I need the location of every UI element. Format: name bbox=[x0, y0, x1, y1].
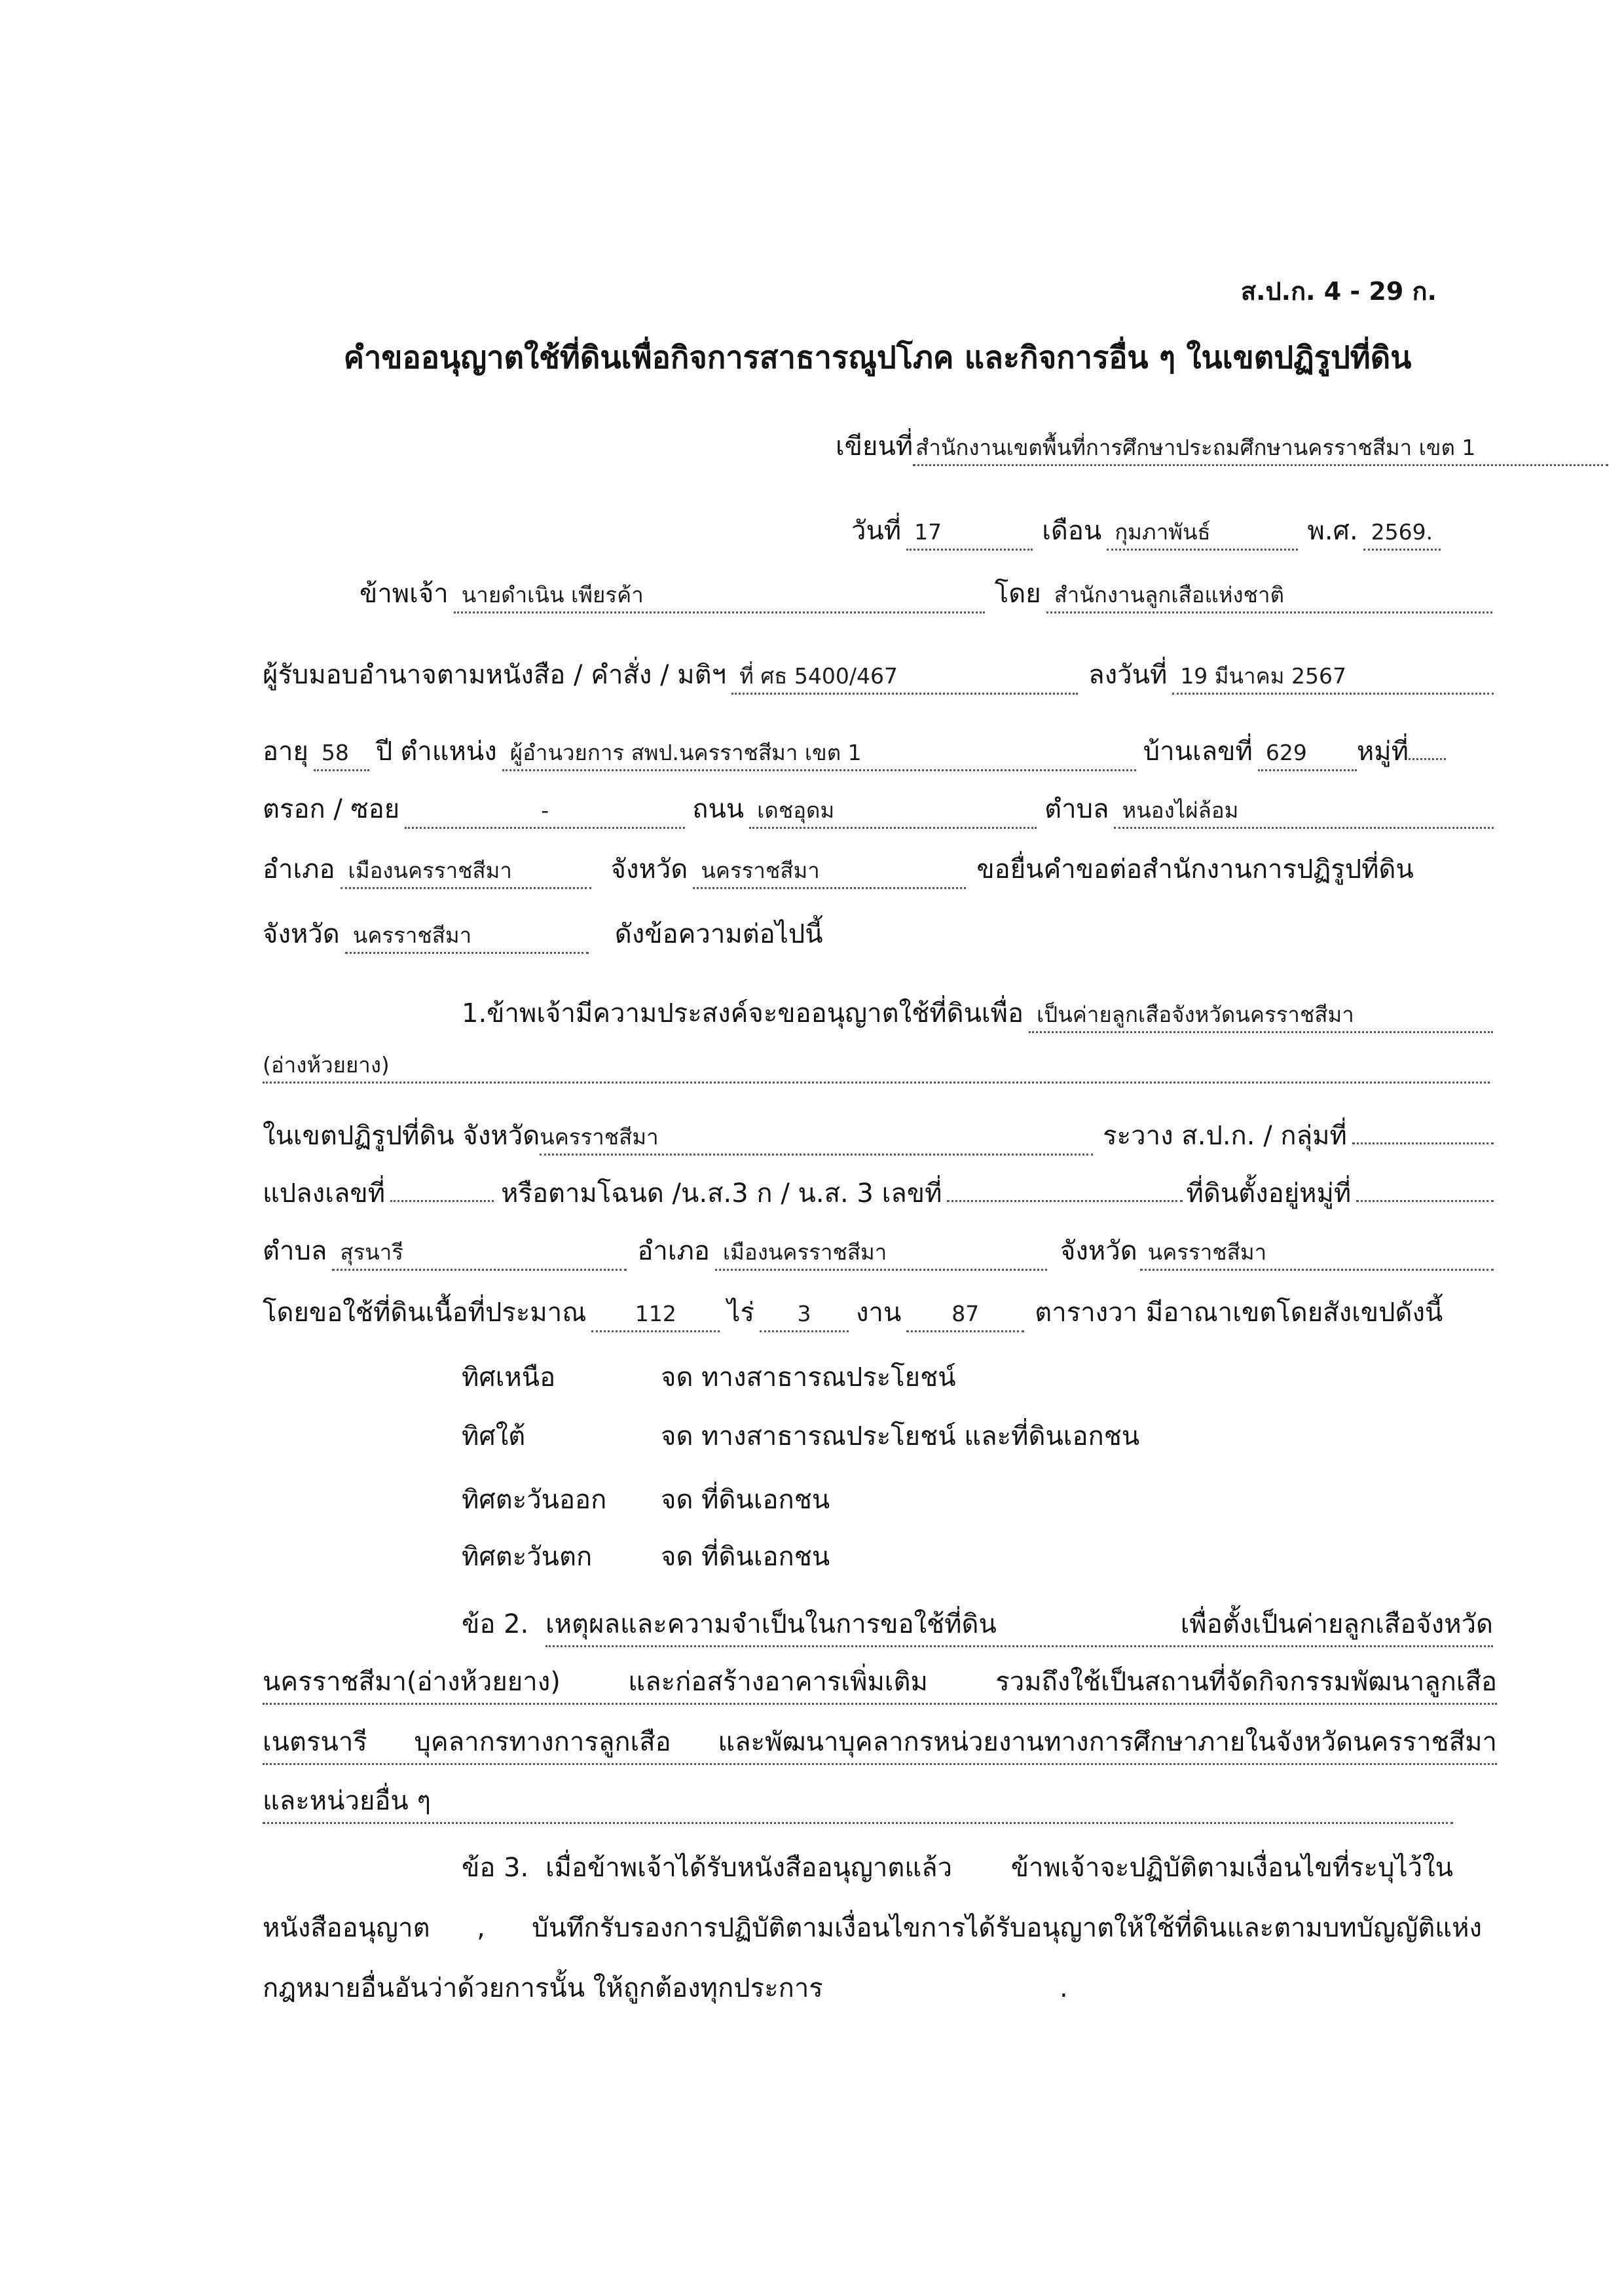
province-label: จังหวัด bbox=[610, 854, 688, 884]
address-row bbox=[263, 788, 1494, 835]
purpose-continued-field: (อ่างห้วยยาง) bbox=[263, 1049, 1490, 1084]
map-sheet-field bbox=[1352, 1142, 1494, 1144]
sq-wa-field: 87 bbox=[906, 1298, 1024, 1332]
age-label: อายุ bbox=[263, 737, 308, 767]
applicant-name-label: ข้าพเจ้า bbox=[360, 579, 449, 609]
land-province-label: จังหวัด bbox=[1060, 1236, 1137, 1266]
item2-line: นครราชสีมา(อ่างห้วยยาง) และก่อสร้างอาคารเพิ่มเติม รวมถึงใช้เป็นสถานที่จัดกิจกรรมพัฒนาลูกเสือ bbox=[263, 1662, 1497, 1705]
item3-label: ข้อ 3. bbox=[462, 1853, 529, 1883]
date-row bbox=[851, 510, 1441, 557]
land-subdistrict-field: สุรนารี bbox=[332, 1236, 627, 1271]
lead-in-text: ดังข้อความต่อไปนี้ bbox=[614, 919, 823, 949]
position-label: ตำแหน่ง bbox=[400, 737, 497, 767]
district-row bbox=[263, 848, 1494, 896]
on-behalf-label: โดย bbox=[994, 579, 1041, 609]
item3-line: กฎหมายอื่นอันว่าด้วยการนั้น ให้ถูกต้องทุกประการ bbox=[263, 1973, 823, 2003]
on-behalf-field: สำนักงานลูกเสือแห่งชาติ bbox=[1046, 579, 1492, 613]
applicant-name-row bbox=[360, 573, 1492, 620]
authority-row bbox=[263, 654, 1494, 701]
rai-label: ไร่ bbox=[727, 1298, 754, 1328]
form-title: คำขออนุญาตใช้ที่ดินเพื่อกิจการสาธารณูปโภค และกิจการอื่น ๆ ในเขตปฏิรูปที่ดิน bbox=[343, 340, 1412, 376]
deed-label: หรือตามโฉนด /น.ส.3 ก / น.ส. 3 เลขที่ bbox=[501, 1178, 942, 1209]
boundary-adjacent: จด ทางสาธารณประโยชน์ และที่ดินเอกชน bbox=[661, 1421, 1140, 1451]
plot-row bbox=[263, 1173, 1494, 1220]
place-row bbox=[836, 426, 1608, 473]
boundary-adjacent: จด ที่ดินเอกชน bbox=[661, 1485, 830, 1515]
years-label: ปี bbox=[375, 737, 393, 767]
item2-line: เนตรนารี บุคลากรทางการลูกเสือ และพัฒนาบุคลากรหน่วยงานทางการศึกษาภายในจังหวัดนครราชสีมา bbox=[263, 1722, 1497, 1765]
boundary-direction: ทิศตะวันตก bbox=[462, 1542, 593, 1572]
form-code: ส.ป.ก. 4 - 29 ก. bbox=[1240, 277, 1437, 306]
year-field: 2569. bbox=[1363, 516, 1441, 551]
land-location-row bbox=[263, 1230, 1494, 1277]
day-label: วันที่ bbox=[851, 516, 902, 546]
position-field: ผู้อำนวยการ สพป.นครราชสีมา เขต 1 bbox=[502, 737, 1136, 771]
plot-no-label: แปลงเลขที่ bbox=[263, 1178, 386, 1209]
age-position-row bbox=[263, 731, 1494, 778]
land-province-field: นครราชสีมา bbox=[1140, 1236, 1494, 1271]
land-moo-field bbox=[1356, 1200, 1494, 1202]
item2-line: และหน่วยอื่น ๆ bbox=[263, 1781, 1453, 1824]
submit-text: ขอยื่นคำขอต่อสำนักงานการปฏิรูปที่ดิน bbox=[976, 854, 1414, 884]
land-area-row bbox=[263, 1292, 1494, 1339]
moo-label: หมู่ที่ bbox=[1356, 737, 1409, 767]
boundary-row bbox=[462, 1357, 1444, 1404]
office-province-row bbox=[263, 913, 1494, 960]
sq-wa-label: ตารางวา มีอาณาเขตโดยสังเขปดังนี้ bbox=[1035, 1298, 1443, 1328]
land-district-field: เมืองนครราชสีมา bbox=[715, 1236, 1047, 1271]
month-field: กุมภาพันธ์ bbox=[1107, 516, 1298, 551]
plot-no-field bbox=[390, 1200, 494, 1202]
authority-date-field: 19 มีนาคม 2567 bbox=[1172, 660, 1494, 695]
soi-label: ตรอก / ซอย bbox=[263, 794, 400, 824]
deed-no-field bbox=[947, 1200, 1183, 1202]
road-label: ถนน bbox=[692, 794, 745, 824]
district-label: อำเภอ bbox=[263, 854, 335, 884]
office-province-label: จังหวัด bbox=[263, 919, 340, 949]
ngan-field: 3 bbox=[760, 1298, 849, 1332]
authority-ref-field: ที่ ศธ 5400/467 bbox=[731, 660, 1078, 695]
house-no-field: 629 bbox=[1258, 737, 1357, 771]
district-field: เมืองนครราชสีมา bbox=[341, 854, 591, 889]
item2-label: ข้อ 2. bbox=[462, 1609, 529, 1639]
authority-label: ผู้รับมอบอำนาจตามหนังสือ / คำสั่ง / มติฯ bbox=[263, 660, 727, 690]
item3-line: หนังสืออนุญาต , บันทึกรับรองการปฏิบัติตามเงื่อนไขการได้รับอนุญาตให้ใช้ที่ดินและตามบทบัญญัติแห่ง bbox=[263, 1913, 1482, 1943]
applicant-name-field: นายดำเนิน เพียรค้า bbox=[454, 579, 985, 613]
purpose-label: 1.ข้าพเจ้ามีความประสงค์จะขออนุญาตใช้ที่ดินเพื่อ bbox=[462, 998, 1024, 1029]
soi-field: - bbox=[405, 794, 685, 829]
boundary-direction: ทิศใต้ bbox=[462, 1421, 526, 1451]
boundary-row bbox=[462, 1479, 1444, 1526]
reform-area-label: ในเขตปฏิรูปที่ดิน จังหวัด bbox=[263, 1121, 540, 1151]
rai-field: 112 bbox=[591, 1298, 720, 1332]
purpose-field: เป็นค่ายลูกเสือจังหวัดนครราชสีมา bbox=[1029, 998, 1493, 1033]
subdistrict-field: หนองไผ่ล้อม bbox=[1114, 794, 1494, 829]
moo-field bbox=[1409, 758, 1446, 760]
road-field: เดชอุดม bbox=[749, 794, 1037, 829]
age-field: 58 bbox=[314, 737, 369, 771]
boundary-direction: ทิศเหนือ bbox=[462, 1362, 556, 1393]
month-label: เดือน bbox=[1042, 516, 1102, 546]
land-moo-label: ที่ดินตั้งอยู่หมู่ที่ bbox=[1186, 1178, 1352, 1209]
area-label: โดยขอใช้ที่ดินเนื้อที่ประมาณ bbox=[263, 1298, 587, 1328]
item2-line: เหตุผลและความจำเป็นในการขอใช้ที่ดิน เพื่อตั้งเป็นค่ายลูกเสือจังหวัด bbox=[545, 1605, 1493, 1647]
house-no-label: บ้านเลขที่ bbox=[1143, 737, 1253, 767]
boundary-direction: ทิศตะวันออก bbox=[462, 1485, 607, 1515]
boundary-row bbox=[462, 1536, 1444, 1583]
day-field: 17 bbox=[906, 516, 1033, 551]
boundary-row bbox=[462, 1415, 1444, 1463]
place-field: สำนักงานเขตพื้นที่การศึกษาประถมศึกษานครราชสีมา เขต 1 bbox=[913, 431, 1608, 466]
ngan-label: งาน bbox=[855, 1298, 902, 1328]
purpose-continued-row bbox=[263, 1049, 1490, 1096]
year-label: พ.ศ. bbox=[1307, 516, 1358, 546]
item3-trailing-mark: . bbox=[1060, 1973, 1068, 2003]
reform-area-row bbox=[263, 1115, 1494, 1162]
authority-date-label: ลงวันที่ bbox=[1088, 660, 1168, 690]
boundary-adjacent: จด ที่ดินเอกชน bbox=[661, 1542, 830, 1572]
boundary-adjacent: จด ทางสาธารณประโยชน์ bbox=[661, 1362, 956, 1393]
land-subdistrict-label: ตำบล bbox=[263, 1236, 327, 1266]
place-label: เขียนที่ bbox=[836, 431, 913, 462]
item3-line: เมื่อข้าพเจ้าได้รับหนังสืออนุญาตแล้ว ข้าพเจ้าจะปฏิบัติตามเงื่อนไขที่ระบุไว้ใน bbox=[545, 1853, 1453, 1883]
province-field: นครราชสีมา bbox=[693, 854, 966, 889]
reform-area-province-field: นครราชสีมา bbox=[540, 1121, 1093, 1156]
land-district-label: อำเภอ bbox=[637, 1236, 710, 1266]
map-sheet-label: ระวาง ส.ป.ก. / กลุ่มที่ bbox=[1103, 1121, 1347, 1151]
office-province-field: นครราชสีมา bbox=[345, 919, 589, 954]
subdistrict-label: ตำบล bbox=[1044, 794, 1109, 824]
purpose-row bbox=[462, 993, 1493, 1040]
